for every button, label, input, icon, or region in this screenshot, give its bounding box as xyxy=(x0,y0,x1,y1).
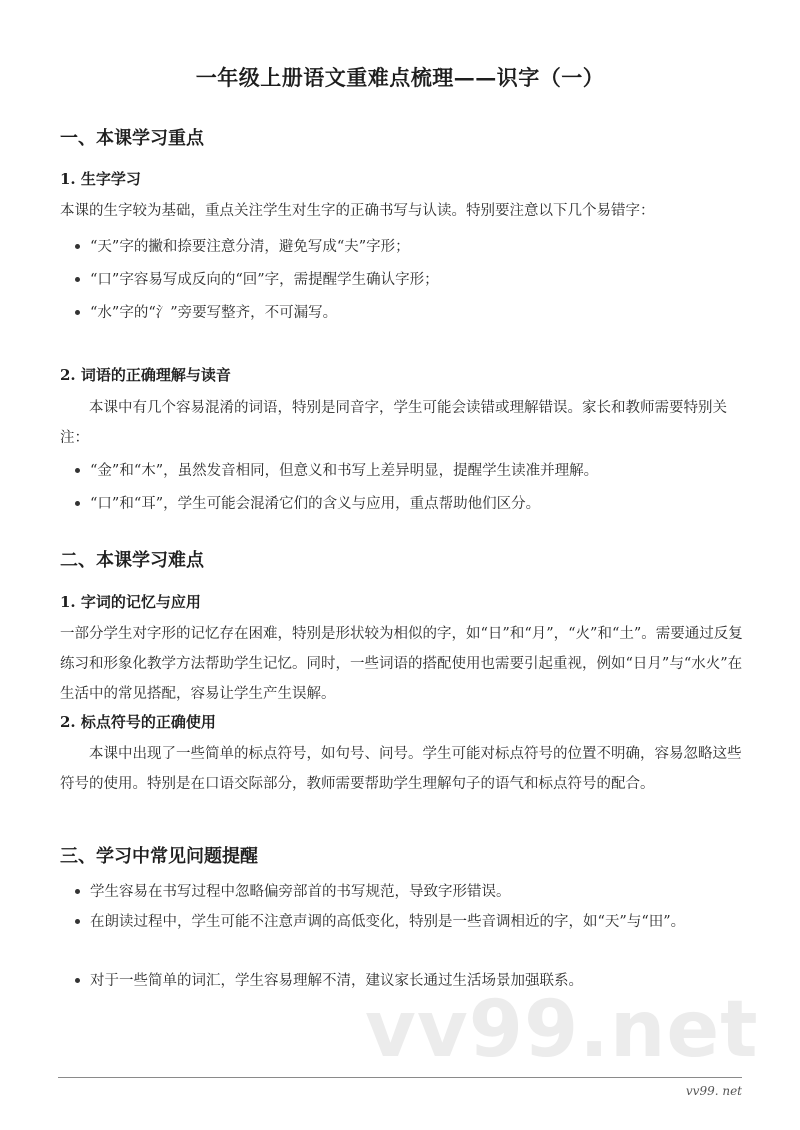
section-heading-difficulties: 二、本课学习难点 xyxy=(60,550,204,571)
bullet-icon xyxy=(75,919,80,924)
bullet-icon xyxy=(75,889,80,894)
bullet-icon xyxy=(75,244,80,249)
bullet-icon xyxy=(75,468,80,473)
list-item xyxy=(72,298,742,328)
footer-site-label: vv99. net xyxy=(685,1084,742,1098)
footer-divider xyxy=(58,1077,742,1078)
paragraph-new-characters: 本课的生字较为基础，重点关注学生对生字的正确书写与认读。特别要注意以下几个易错字： xyxy=(60,203,655,219)
list-item-text: “金”和“木”，虽然发音相同，但意义和书写上差异明显，提醒学生读准并理解。 xyxy=(90,463,599,479)
list-item-text: “口”和“耳”，学生可能会混淆它们的含义与应用，重点帮助他们区分。 xyxy=(90,496,541,512)
paragraph-word-understanding: 本课中有几个容易混淆的词语，特别是同音字，学生可能会读错或理解错误。家长和教师需要特别关注： xyxy=(60,400,727,446)
bullet-icon xyxy=(75,978,80,983)
list-item xyxy=(72,232,742,262)
subheading-memory-application: 1. 字词的记忆与应用 xyxy=(60,593,201,611)
list-item xyxy=(72,456,742,486)
list-item xyxy=(72,489,742,519)
list-item-text: 在朗读过程中，学生可能不注意声调的高低变化，特别是一些音调相近的字，如“天”与“田”。 xyxy=(90,914,686,930)
list-item-text: 对于一些简单的词汇，学生容易理解不清，建议家长通过生活场景加强联系。 xyxy=(90,973,583,989)
subheading-new-characters: 1. 生字学习 xyxy=(60,170,141,188)
bullet-icon xyxy=(75,277,80,282)
paragraph-punctuation: 本课中出现了一些简单的标点符号，如句号、问号。学生可能对标点符号的位置不明确，容易忽略这些符号的使用。特别是在口语交际部分，教师需要帮助学生理解句子的语气和标点符号的配合。 xyxy=(60,746,742,792)
list-item-text: “水”字的“氵”旁要写整齐，不可漏写。 xyxy=(90,305,338,321)
subheading-word-understanding: 2. 词语的正确理解与读音 xyxy=(60,366,231,384)
list-item-text: “口”字容易写成反向的“回”字，需提醒学生确认字形； xyxy=(90,272,439,288)
list-item xyxy=(72,265,742,295)
subheading-punctuation: 2. 标点符号的正确使用 xyxy=(60,713,216,731)
list-item xyxy=(72,877,742,907)
watermark: vv99.net xyxy=(365,985,759,1075)
bullet-icon xyxy=(75,310,80,315)
page-title: 一年级上册语文重难点梳理——识字（一） xyxy=(195,65,605,90)
list-item xyxy=(72,907,722,937)
bullet-icon xyxy=(75,501,80,506)
list-item-text: 学生容易在书写过程中忽略偏旁部首的书写规范，导致字形错误。 xyxy=(90,884,511,900)
section-heading-common-problems: 三、学习中常见问题提醒 xyxy=(60,846,258,867)
paragraph-memory-application: 一部分学生对字形的记忆存在困难，特别是形状较为相似的字，如“日”和“月”，“火”和“土”。需要通过反复练习和形象化教学方法帮助学生记忆。同时，一些词语的搭配使用也需要引起重视，例如“日月”与“水火”在生活中的常见搭配，容易让学生产生误解。 xyxy=(60,626,743,702)
section-heading-focus: 一、本课学习重点 xyxy=(60,128,204,149)
list-item-text: “天”字的撇和捺要注意分清，避免写成“夫”字形； xyxy=(90,239,410,255)
